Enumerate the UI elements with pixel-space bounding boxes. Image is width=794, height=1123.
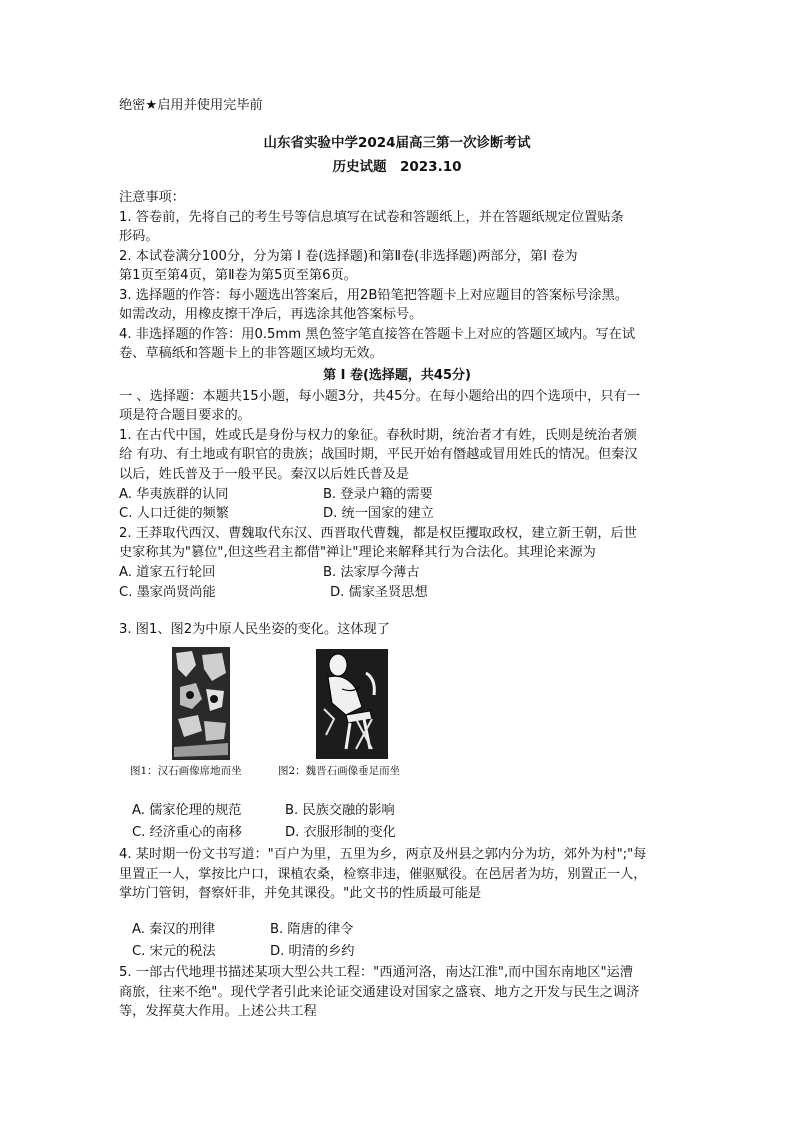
note-line: 卷、草稿纸和答题卡上的非答题区域均无效。 <box>119 346 383 361</box>
note-line: 3. 选择题的作答：每小题选出答案后，用2B铅笔把答题卡上对应题目的答案标号涂黑。 <box>119 288 628 303</box>
figure2-caption: 图2：魏晋石画像垂足而坐 <box>278 765 401 777</box>
secret-note: 绝密★启用并使用完毕前 <box>119 98 263 113</box>
q4-option-b: B. 隋唐的律令 <box>270 922 354 937</box>
q4-stem: 里置正一人，掌按比户口，课植农桑，检察非违，催驱赋役。在邑居者为坊，别置正一人， <box>119 867 647 882</box>
q4-stem: 掌坊门管钥，督察奸非，并免其课役。"此文书的性质最可能是 <box>119 886 482 901</box>
q5-stem: 商旅，往来不绝"。现代学者引此来论证交通建设对国家之盛衰、地方之开发与民生之调济 <box>119 985 640 1000</box>
q2-option-d: D. 儒家圣贤思想 <box>330 585 428 600</box>
q5-stem: 5. 一部古代地理书描述某项大型公共工程："西通河洛，南达江淮",而中国东南地区"运漕 <box>119 965 633 980</box>
q1-option-b: B. 登录户籍的需要 <box>323 487 433 502</box>
section-heading: 第 Ⅰ 卷(选择题，共45分) <box>323 368 471 383</box>
q1-option-c: C. 人口迁徙的频繁 <box>119 506 229 521</box>
q1-option-a: A. 华夷族群的认同 <box>119 487 229 502</box>
q3-option-b: B. 民族交融的影响 <box>285 803 395 818</box>
q3-option-a: A. 儒家伦理的规范 <box>132 803 242 818</box>
q1-stem: 以后，姓氏普及于一般平民。秦汉以后姓氏普及是 <box>119 467 410 482</box>
figure2-image <box>316 649 388 759</box>
note-line: 如需改动，用橡皮擦干净后，再选涂其他答案标号。 <box>119 307 423 322</box>
note-line: 2. 本试卷满分100分，分为第 Ⅰ 卷(选择题)和第Ⅱ卷(非选择题)两部分，第Ⅰ 卷为 <box>119 249 578 264</box>
q2-stem: 2. 王莽取代西汉、曹魏取代东汉、西晋取代曹魏，都是权臣攫取政权，建立新王朝，后世 <box>119 526 637 541</box>
q1-stem: 给 有功、有土地或有职官的贵族；战国时期，平民开始有僭越或冒用姓氏的情况。但秦汉 <box>119 447 638 462</box>
figure1-caption: 图1：汉石画像席地而坐 <box>130 765 242 777</box>
q1-stem: 1. 在古代中国，姓或氏是身份与权力的象征。春秋时期，统治者才有姓，氏则是统治者颁 <box>119 428 637 443</box>
q4-option-a: A. 秦汉的刑律 <box>132 922 216 937</box>
exam-title: 山东省实验中学2024届高三第一次诊断考试 <box>263 135 531 151</box>
q4-stem: 4. 某时期一份文书写道："百户为里，五里为乡，两京及州县之郭内分为坊，郊外为村";"每 <box>119 847 647 862</box>
q3-option-c: C. 经济重心的南移 <box>132 825 242 840</box>
note-line: 4. 非选择题的作答：用0.5mm 黑色签字笔直接答在答题卡上对应的答题区域内。写在试 <box>119 327 636 342</box>
q2-stem: 史家称其为"篡位",但这些君主都借"禅让"理论来解释其行为合法化。其理论来源为 <box>119 545 596 560</box>
note-line: 1. 答卷前，先将自己的考生号等信息填写在试卷和答题纸上，并在答题纸规定位置贴条 <box>119 210 624 225</box>
q2-option-c: C. 墨家尚贤尚能 <box>119 585 216 600</box>
section-intro: 项是符合题目要求的。 <box>119 408 251 423</box>
q2-option-a: A. 道家五行轮回 <box>119 565 216 580</box>
q3-figure <box>130 645 420 785</box>
figure1-image <box>172 647 230 760</box>
q4-option-c: C. 宋元的税法 <box>132 944 216 959</box>
exam-subtitle: 历史试题 2023.10 <box>332 159 462 175</box>
note-line: 第1页至第4页，第Ⅱ卷为第5页至第6页。 <box>119 268 357 283</box>
notes-heading: 注意事项： <box>119 190 185 205</box>
q3-option-d: D. 衣服形制的变化 <box>285 825 396 840</box>
q2-option-b: B. 法家厚今薄古 <box>323 565 420 580</box>
q5-stem: 等，发挥莫大作用。上述公共工程 <box>119 1004 317 1019</box>
q1-option-d: D. 统一国家的建立 <box>323 506 434 521</box>
note-line: 形码。 <box>119 229 159 244</box>
q4-option-d: D. 明清的乡约 <box>270 944 355 959</box>
section-intro: 一 、选择题：本题共15小题，每小题3分，共45分。在每小题给出的四个选项中，只有一 <box>119 389 640 404</box>
q3-stem: 3. 图1、图2为中原人民坐姿的变化。这体现了 <box>119 622 390 637</box>
